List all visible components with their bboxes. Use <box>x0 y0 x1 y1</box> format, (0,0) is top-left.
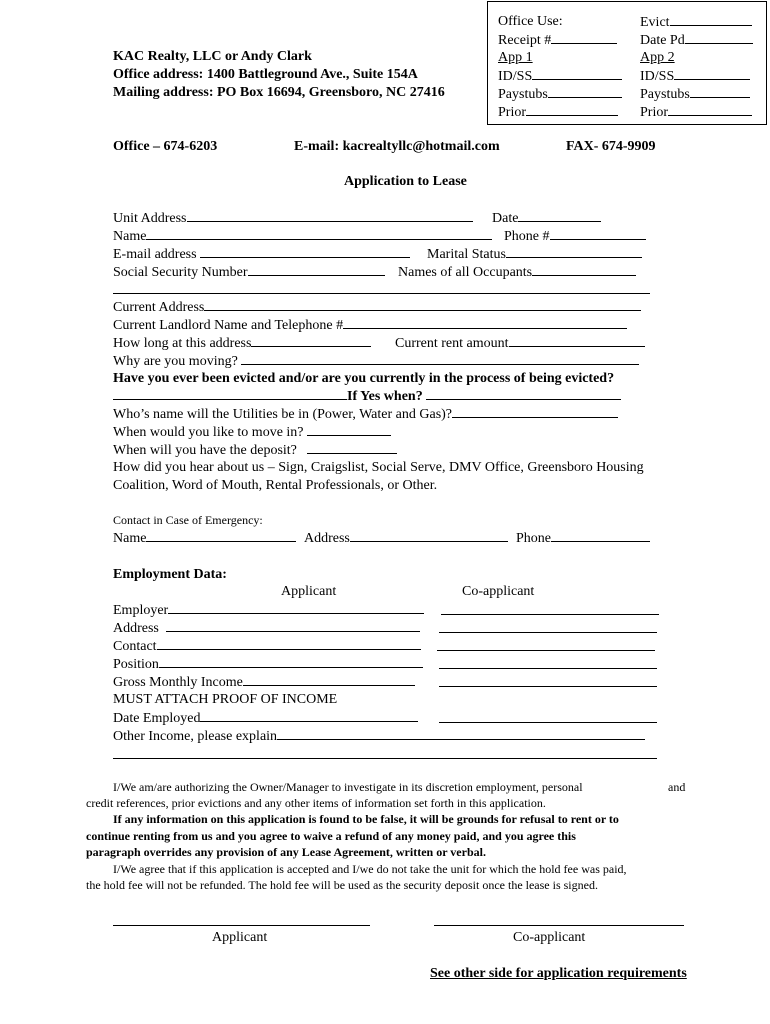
mailing-address: Mailing address: PO Box 16694, Greensboro, NC 27416 <box>113 85 445 100</box>
employer-field[interactable] <box>113 601 424 619</box>
emergency-phone-label: Phone <box>516 531 551 546</box>
unit-address-field[interactable] <box>113 209 473 227</box>
date-employed-co-applicant-line[interactable] <box>439 722 657 723</box>
how-long-label: How long at this address <box>113 336 252 351</box>
employment-co-applicant-header: Co-applicant <box>462 584 535 599</box>
occupants-label: Names of all Occupants <box>398 265 533 280</box>
employment-address-field[interactable] <box>113 619 420 637</box>
other-income-continuation-line[interactable] <box>113 758 657 759</box>
ssn-label: Social Security Number <box>113 265 248 280</box>
id-ss-label-left: ID/SS <box>498 69 533 84</box>
office-address: Office address: 1400 Battleground Ave., Suite 154A <box>113 67 418 82</box>
name-field[interactable] <box>113 227 492 245</box>
authorization-line-2: credit references, prior evictions and any other items of information set forth in this application. <box>86 796 546 810</box>
office-use-box <box>487 1 767 125</box>
authorization-line-1: I/We am/are authorizing the Owner/Manager to investigate in its discretion employment, personal <box>113 780 583 794</box>
false-info-line-2: continue renting from us and you agree to waive a refund of any money paid, and you agree this <box>86 829 576 843</box>
form-title: Application to Lease <box>344 174 467 189</box>
move-in-field[interactable] <box>113 423 391 441</box>
position-field[interactable] <box>113 655 423 673</box>
marital-status-label: Marital Status <box>427 247 506 262</box>
date-employed-field[interactable] <box>113 709 418 727</box>
employer-label: Employer <box>113 603 169 618</box>
marital-status-field[interactable] <box>427 245 642 263</box>
rent-amount-field[interactable] <box>395 334 645 352</box>
see-other-side-note: See other side for application requirements <box>430 966 687 981</box>
paystubs-label-left: Paystubs <box>498 87 548 102</box>
date-label: Date <box>492 211 519 226</box>
employment-address-label: Address <box>113 621 159 636</box>
evict-label: Evict <box>640 15 670 30</box>
emergency-name-field[interactable] <box>113 529 296 547</box>
hear-about-line-2: Coalition, Word of Mouth, Rental Professionals, or Other. <box>113 478 438 493</box>
proof-of-income-notice: MUST ATTACH PROOF OF INCOME <box>113 692 338 707</box>
address-co-applicant-line[interactable] <box>439 632 657 633</box>
current-address-label: Current Address <box>113 300 205 315</box>
how-long-field[interactable] <box>113 334 371 352</box>
emergency-phone-field[interactable] <box>516 529 650 547</box>
co-applicant-signature-line[interactable] <box>434 925 684 926</box>
occupants-continuation-line[interactable] <box>113 293 650 294</box>
hold-fee-line-2: the hold fee will not be refunded. The hold fee will be used as the security deposit once the lease is signed. <box>86 878 598 892</box>
co-applicant-signature-label: Co-applicant <box>513 930 586 945</box>
utilities-field[interactable] <box>113 405 618 423</box>
position-co-applicant-line[interactable] <box>439 668 657 669</box>
occupants-field[interactable] <box>398 263 636 281</box>
office-use-label: Office Use: <box>498 14 563 29</box>
applicant-signature-line[interactable] <box>113 925 370 926</box>
false-info-line-3: paragraph overrides any provision of any Lease Agreement, written or verbal. <box>86 845 486 859</box>
receipt-label: Receipt # <box>498 33 552 48</box>
employment-contact-field[interactable] <box>113 637 421 655</box>
landlord-label: Current Landlord Name and Telephone # <box>113 318 344 333</box>
why-moving-field[interactable] <box>113 352 639 370</box>
if-yes-field[interactable] <box>113 387 621 405</box>
company-name: KAC Realty, LLC or Andy Clark <box>113 49 312 64</box>
phone-label: Phone # <box>504 229 550 244</box>
name-label: Name <box>113 229 147 244</box>
phone-field[interactable] <box>504 227 646 245</box>
email-label: E-mail address <box>113 247 197 262</box>
income-label: Gross Monthly Income <box>113 675 243 690</box>
emergency-heading: Contact in Case of Emergency: <box>113 513 263 527</box>
position-label: Position <box>113 657 159 672</box>
office-use-left-column <box>498 13 622 121</box>
evicted-question: Have you ever been evicted and/or are you currently in the process of being evicted? <box>113 371 615 386</box>
paystubs-label-right: Paystubs <box>640 87 690 102</box>
other-income-label: Other Income, please explain <box>113 729 278 744</box>
unit-address-label: Unit Address <box>113 211 187 226</box>
deposit-field[interactable] <box>113 441 397 459</box>
email-field[interactable] <box>113 245 410 263</box>
utilities-label: Who’s name will the Utilities be in (Power, Water and Gas)? <box>113 407 453 422</box>
landlord-field[interactable] <box>113 316 627 334</box>
hold-fee-line-1: I/We agree that if this application is accepted and I/we do not take the unit for which the hold fee was paid, <box>113 862 627 876</box>
date-pd-label: Date Pd <box>640 33 685 48</box>
emergency-address-field[interactable] <box>304 529 508 547</box>
why-moving-label: Why are you moving? <box>113 354 238 369</box>
prior-label-left: Prior <box>498 105 526 120</box>
date-field[interactable] <box>492 209 601 227</box>
move-in-label: When would you like to move in? <box>113 425 304 440</box>
applicant-signature-label: Applicant <box>212 930 268 945</box>
employment-contact-label: Contact <box>113 639 157 654</box>
false-info-line-1: If any information on this application is found to be false, it will be grounds for refusal to rent or to <box>113 812 619 826</box>
hear-about-line-1: How did you hear about us – Sign, Craigslist, Social Serve, DMV Office, Greensboro Housing <box>113 460 644 475</box>
rent-amount-label: Current rent amount <box>395 336 509 351</box>
ssn-field[interactable] <box>113 263 385 281</box>
office-phone: Office – 674-6203 <box>113 139 218 154</box>
authorization-and: and <box>668 780 686 794</box>
app-2-label: App 2 <box>640 50 675 65</box>
employer-co-applicant-line[interactable] <box>441 614 659 615</box>
income-co-applicant-line[interactable] <box>439 686 657 687</box>
prior-label-right: Prior <box>640 105 668 120</box>
deposit-label: When will you have the deposit? <box>113 443 297 458</box>
emergency-address-label: Address <box>304 531 350 546</box>
email-contact: E-mail: kacrealtyllc@hotmail.com <box>294 139 500 154</box>
fax-number: FAX- 674-9909 <box>566 139 656 154</box>
office-use-right-column <box>640 13 753 121</box>
current-address-field[interactable] <box>113 298 641 316</box>
app-1-label: App 1 <box>498 50 533 65</box>
id-ss-label-right: ID/SS <box>640 69 675 84</box>
income-field[interactable] <box>113 673 415 691</box>
date-employed-label: Date Employed <box>113 711 201 726</box>
employment-heading: Employment Data: <box>113 567 227 582</box>
if-yes-label: If Yes when? <box>347 389 423 404</box>
contact-co-applicant-line[interactable] <box>437 650 655 651</box>
emergency-name-label: Name <box>113 531 147 546</box>
other-income-field[interactable] <box>113 727 645 745</box>
employment-applicant-header: Applicant <box>281 584 337 599</box>
